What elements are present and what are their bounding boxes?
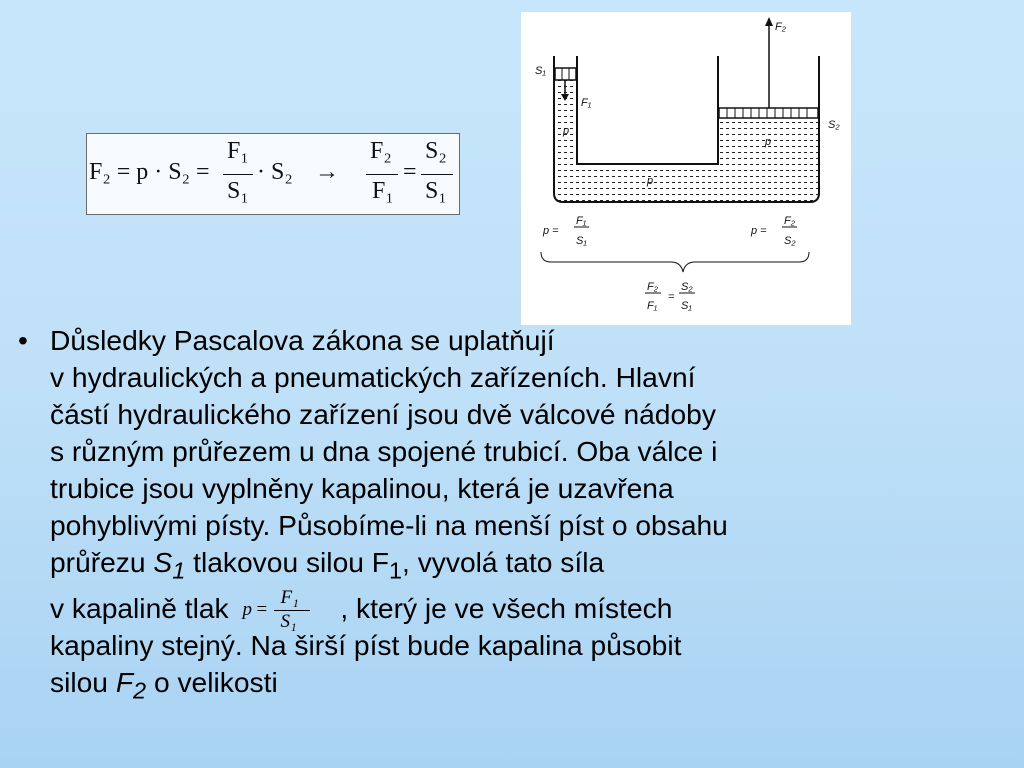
symbol-s1	[153, 546, 186, 584]
text-line-7	[50, 544, 1018, 590]
formula-equals: =	[403, 159, 417, 185]
bottom-formula-den-left: F₁	[647, 300, 658, 312]
formula-box	[86, 133, 460, 215]
label-f1: F₁	[581, 97, 592, 109]
symbol-f: F	[115, 665, 134, 698]
inline-formula-numerator: F₁	[280, 587, 299, 609]
text-line-7-a: průřezu	[50, 546, 154, 578]
label-p-right: p	[765, 136, 772, 148]
bottom-formula-num-right: S₂	[681, 281, 693, 293]
right-formula-lhs: p =	[751, 225, 767, 237]
symbol-s: S	[153, 546, 173, 578]
vessel-inner-wall	[577, 56, 718, 164]
large-piston	[719, 108, 818, 118]
hydraulic-press-figure	[521, 12, 851, 325]
symbol-f-sub: 1	[388, 557, 403, 584]
left-formula-denominator: S₁	[576, 235, 587, 247]
formula-frac2-numerator: F₂	[370, 138, 392, 164]
bottom-formula-den-right: S₁	[681, 300, 692, 312]
text-line-8	[50, 587, 1018, 633]
symbol-f2-sub: 2	[133, 677, 147, 704]
bottom-formula-num-left: F₂	[647, 281, 658, 293]
text-line-6: pohyblivými písty. Působíme-li na menší píst o obsahu	[50, 509, 728, 541]
text-line-1: Důsledky Pascalova zákona se uplatňují	[50, 324, 555, 356]
hydraulic-press-diagram	[521, 12, 851, 325]
formula-frac2-denominator: F₁	[372, 178, 394, 204]
formula-times-s2: · S₂	[257, 159, 293, 185]
label-f2: F₂	[775, 21, 786, 33]
formula-frac1-denominator: S₁	[227, 178, 249, 204]
inline-formula-denominator: S₁	[280, 611, 297, 633]
text-line-9: kapaliny stejný. Na širší píst bude kapalina působit	[50, 628, 682, 661]
inline-pressure-formula	[236, 587, 332, 633]
right-formula-numerator: F₂	[784, 215, 795, 227]
text-line-7-b: tlakovou silou F	[185, 546, 389, 578]
text-line-10-b: o velikosti	[146, 665, 278, 698]
inline-formula-p: p	[242, 599, 252, 621]
text-line-8-b: , který je ve všech místech	[340, 591, 673, 624]
formula-frac2-bar	[366, 174, 398, 175]
text-line-7-c: , vyvolá tato síla	[402, 546, 605, 578]
formula-frac1-bar	[223, 174, 253, 175]
formula-frac3-bar	[421, 174, 453, 175]
left-formula-numerator: F₁	[576, 215, 587, 227]
text-line-8-a: v kapalině tlak	[50, 591, 229, 624]
inline-formula-equals: =	[256, 599, 268, 621]
formula-brace	[541, 252, 809, 272]
bottom-formula-equals: =	[668, 291, 675, 303]
force-f2-arrowhead	[765, 17, 773, 26]
label-p-bottom: p	[647, 175, 654, 187]
symbol-s-sub: 1	[172, 557, 186, 584]
text-line-4: s různým průřezem u dna spojené trubicí. Oba válce i	[50, 435, 718, 467]
label-s2: S₂	[828, 119, 840, 131]
text-line-10-a: silou	[50, 665, 116, 698]
text-line-2: v hydraulických a pneumatických zařízeních. Hlavní	[50, 361, 696, 393]
label-s1: S₁	[535, 65, 546, 77]
formula-arrow: →	[315, 159, 339, 185]
formula-lhs: F₂ = p · S₂ =	[89, 159, 210, 185]
bullet-marker: •	[18, 324, 28, 356]
symbol-f2	[115, 665, 147, 704]
liquid-fill	[554, 80, 819, 202]
bullet-item	[18, 322, 1018, 709]
label-p-left: p	[563, 125, 570, 137]
formula-frac3-numerator: S₂	[425, 138, 447, 164]
text-line-10	[50, 664, 1018, 710]
left-formula-lhs: p =	[543, 225, 559, 237]
text-line-5: trubice jsou vyplněny kapalinou, která je uzavřena	[50, 472, 674, 504]
text-line-3: částí hydraulického zařízení jsou dvě válcové nádoby	[50, 398, 716, 430]
formula-frac1-numerator: F₁	[227, 138, 249, 164]
formula-frac3-denominator: S₁	[425, 178, 447, 204]
small-piston	[555, 68, 576, 80]
right-formula-denominator: S₂	[784, 235, 796, 247]
bullet-list	[18, 322, 1018, 709]
